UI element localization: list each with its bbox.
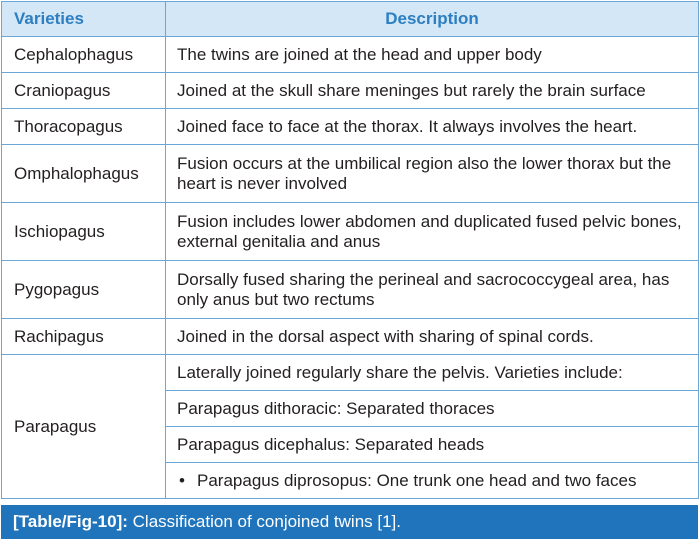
description-cell: Parapagus dithoracic: Separated thoraces — [166, 391, 699, 427]
table-row — [2, 109, 699, 145]
description-cell: Laterally joined regularly share the pelvis. Varieties include: — [166, 355, 699, 391]
table-row — [2, 145, 699, 203]
variety-cell: Cephalophagus — [2, 37, 166, 73]
table-row — [2, 37, 699, 73]
variety-cell: Thoracopagus — [2, 109, 166, 145]
caption-text: Classification of conjoined twins [1]. — [127, 512, 402, 531]
description-cell: Joined face to face at the thorax. It always involves the heart. — [166, 109, 699, 145]
description-cell: Joined in the dorsal aspect with sharing of spinal cords. — [166, 319, 699, 355]
description-cell: The twins are joined at the head and upper body — [166, 37, 699, 73]
description-cell: Joined at the skull share meninges but rarely the brain surface — [166, 73, 699, 109]
description-cell: Fusion includes lower abdomen and duplicated fused pelvic bones, external genitalia and anus — [166, 203, 699, 261]
header-description: Description — [166, 2, 699, 37]
variety-cell: Ischiopagus — [2, 203, 166, 261]
table-row — [2, 261, 699, 319]
variety-cell: Craniopagus — [2, 73, 166, 109]
caption-label: [Table/Fig-10]: — [13, 512, 128, 531]
variety-cell: Omphalophagus — [2, 145, 166, 203]
variety-cell: Pygopagus — [2, 261, 166, 319]
conjoined-twins-table — [1, 1, 699, 499]
table-row — [2, 319, 699, 355]
description-cell: Fusion occurs at the umbilical region also the lower thorax but the heart is never involved — [166, 145, 699, 203]
description-cell — [166, 463, 699, 499]
table-row — [2, 203, 699, 261]
header-row — [2, 2, 699, 37]
table-row-parapagus — [2, 355, 699, 391]
header-varieties: Varieties — [2, 2, 166, 37]
figure-caption — [1, 505, 698, 539]
variety-cell: Parapagus — [2, 355, 166, 499]
table-row — [2, 73, 699, 109]
bullet-item-text: Parapagus diprosopus: One trunk one head and two faces — [197, 470, 637, 490]
table-figure — [1, 1, 698, 539]
variety-cell: Rachipagus — [2, 319, 166, 355]
bullet-icon: • — [179, 470, 185, 490]
description-cell: Parapagus dicephalus: Separated heads — [166, 427, 699, 463]
description-cell: Dorsally fused sharing the perineal and sacrococcygeal area, has only anus but two rectums — [166, 261, 699, 319]
